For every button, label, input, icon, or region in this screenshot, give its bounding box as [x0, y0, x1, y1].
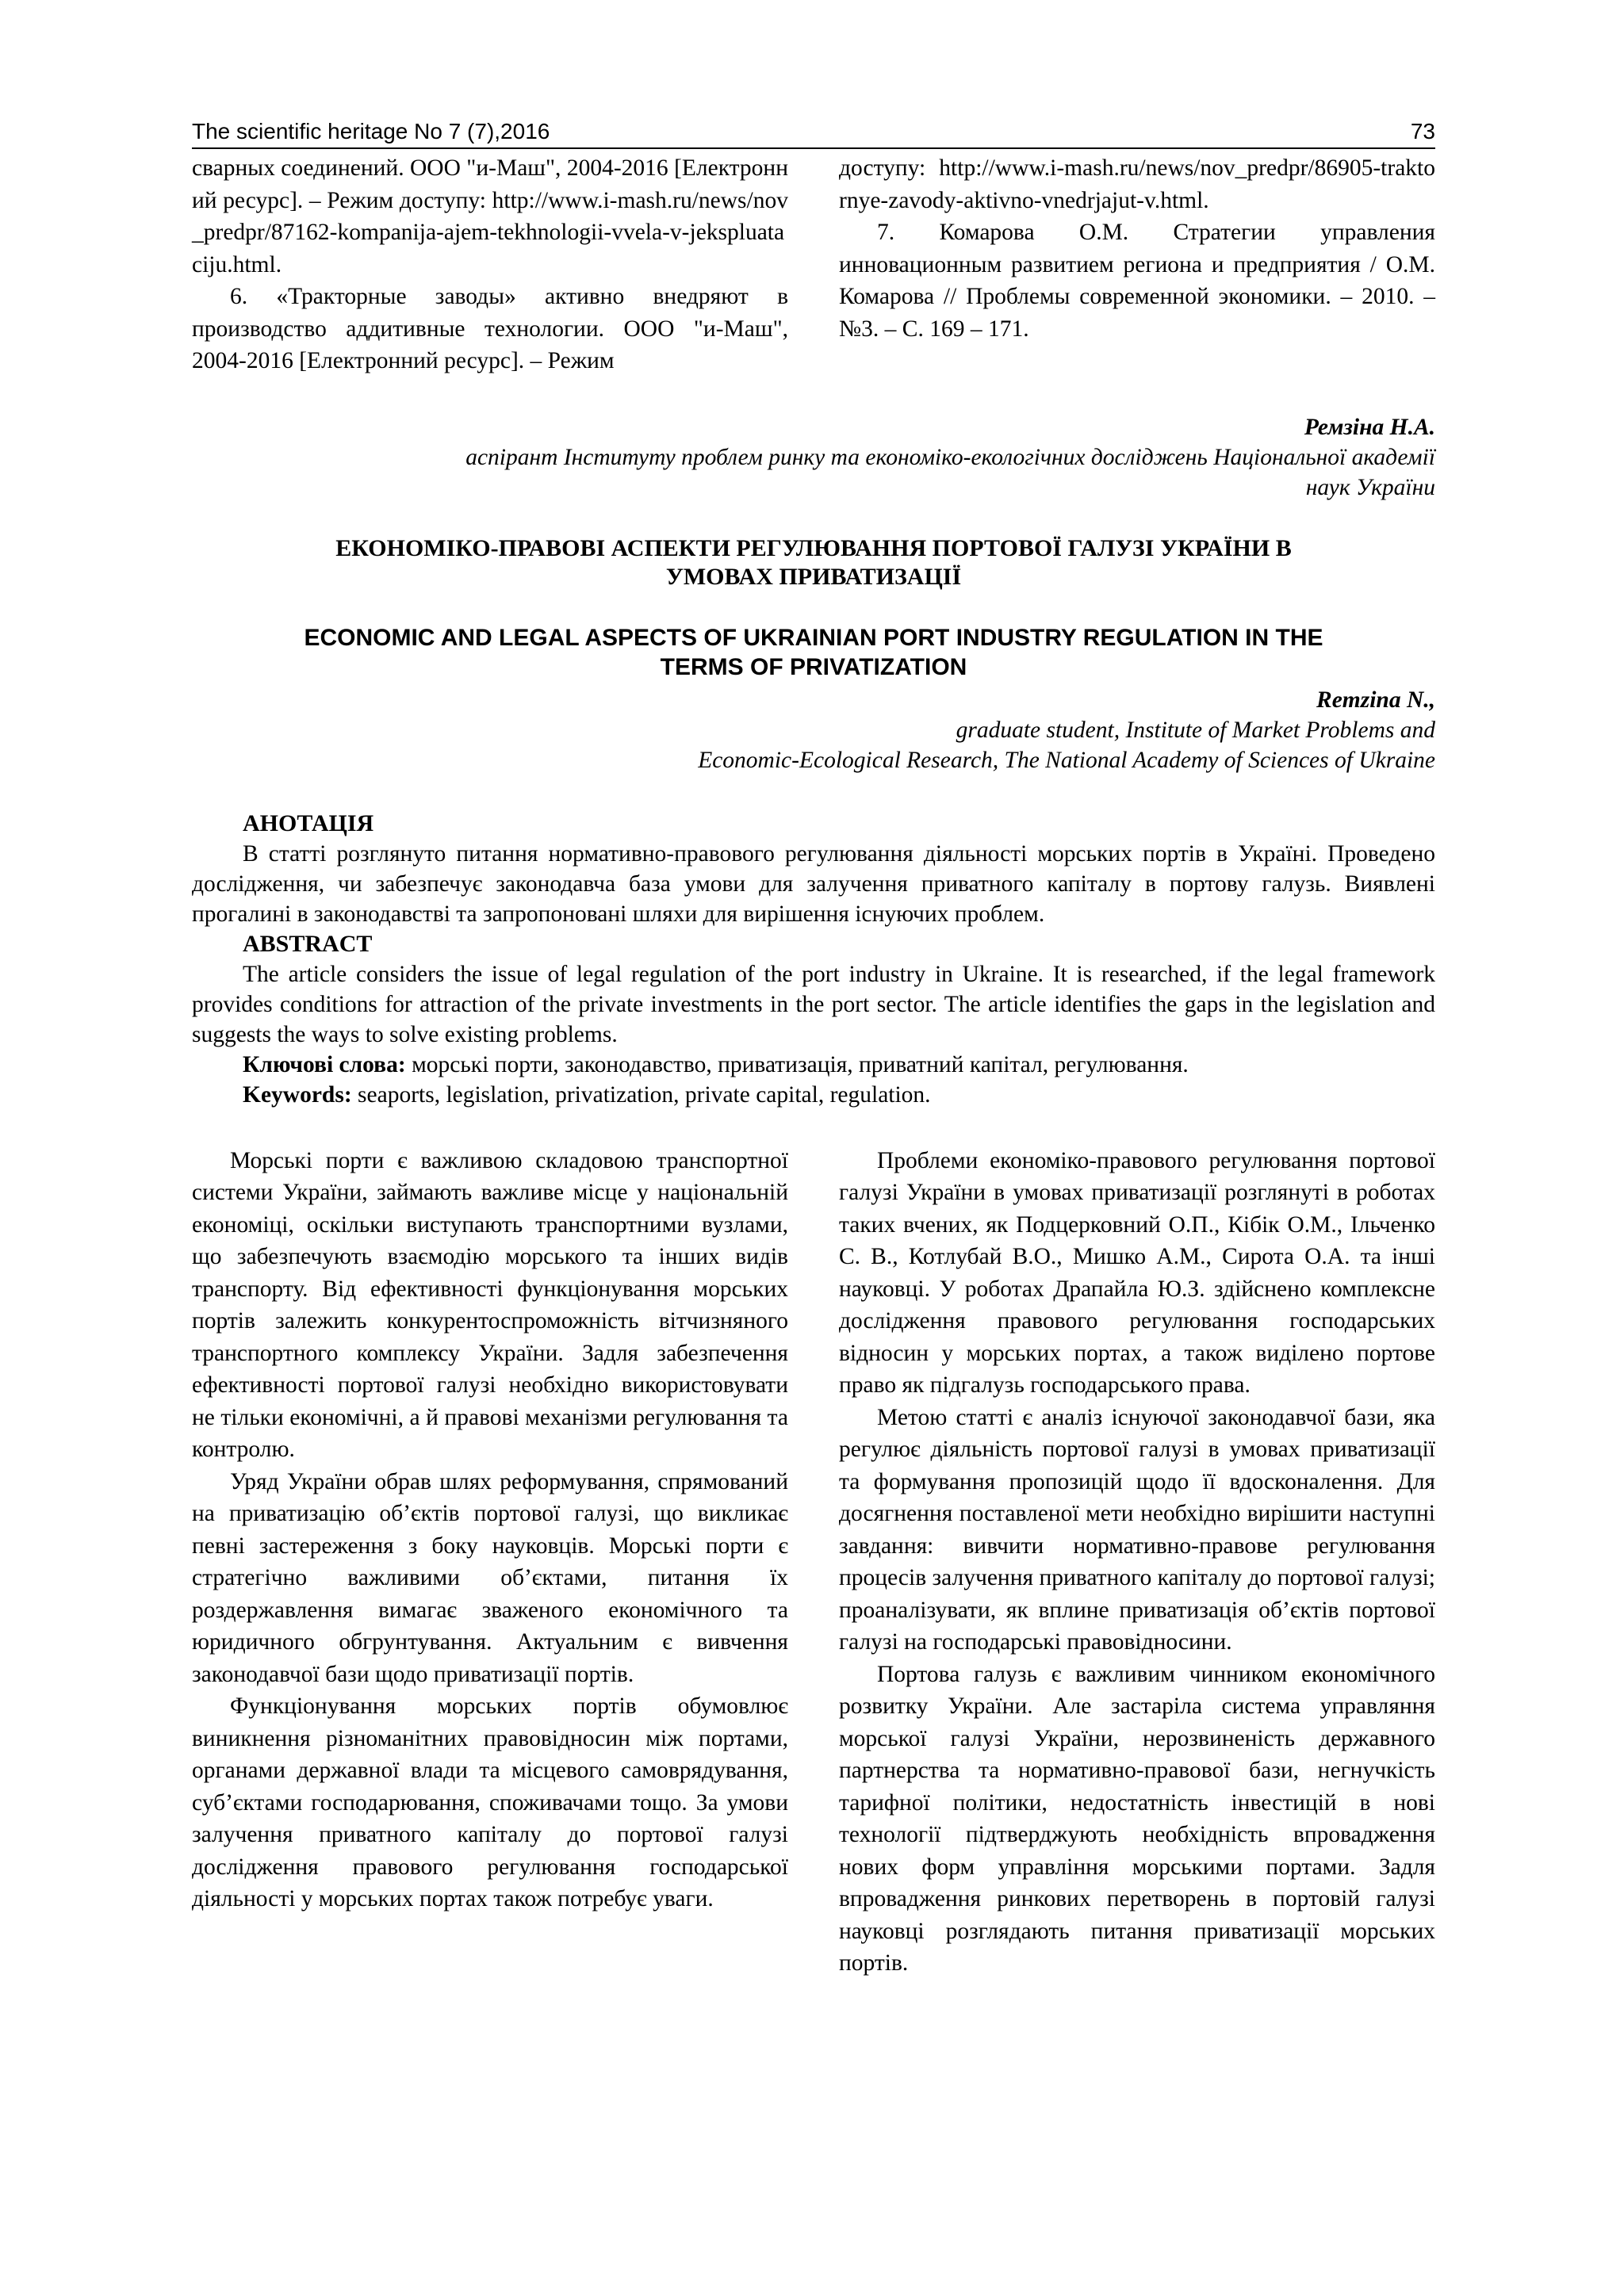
annotation-section [192, 809, 1435, 929]
reference-continued-left: сварных соединений. ООО "и-Маш", 2004-2016 [Електронний ресурс]. – Режим доступу: http://www.i-mash.ru/news/nov_predpr/87162-kompanija-ajem-tekhnologii-vvela-v-jekspluataciju.html. [192, 155, 788, 277]
article-body [192, 1145, 1435, 1980]
page-number: 73 [1410, 119, 1435, 144]
body-paragraph: Морські порти є важливою складовою транспортної системи України, займають важливе місце у національній економіці, оскільки виступають транспортними вузлами, що забезпечують взаємодію морського та інших видів транспорту. Від ефективності функціонування морських портів залежить конкурентоспроможність вітчизняного транспортного комплексу України. Задля забезпечення ефективності портової галузі необхідно використовувати не тільки економічні, а й правові механізми регулювання та контролю. [192, 1147, 788, 1462]
author-name-ua: Ремзіна Н.А. [1304, 414, 1435, 440]
references-left-column [192, 152, 788, 377]
author-affiliation-ua-line1: аспірант Інституту проблем ринку та економіко-екологічних досліджень Національної академії [465, 444, 1435, 470]
body-paragraph: Проблеми економіко-правового регулювання портової галузі України в умовах приватизації розглянуті в роботах таких вчених, як Подцерковний О.П., Кібік О.М., Ільченко С. В., Котлубай В.О., Мишко А.М., Сирота О.А. та інші науковці. У роботах Драпайла Ю.З. здійснено комплексне дослідження правового регулювання господарських відносин у морських портах, а також виділено портове право як підгалузь господарського права. [839, 1147, 1435, 1398]
running-header [192, 117, 1435, 149]
abstract-text: The article considers the issue of legal regulation of the port industry in Ukraine. It is researched, if the legal framework provides conditions for attraction of the private investments in the port sector. The article identifies the gaps in the legislation and suggests the ways to solve existing problems. [192, 961, 1435, 1047]
body-paragraph: Функціонування морських портів обумовлює виникнення різноманітних правовідносин між портами, органами державної влади та місцевого самоврядування, суб’єктами господарювання, споживачами тощо. За умови залучення приватного капіталу до портової галузі дослідження правового регулювання господарської діяльності у морських портах також потребує уваги. [192, 1693, 788, 1911]
abstract-section [192, 929, 1435, 1050]
article-title-ua-line1: ЕКОНОМІКО-ПРАВОВІ АСПЕКТИ РЕГУЛЮВАННЯ ПОРТОВОЇ ГАЛУЗІ УКРАЇНИ В [335, 534, 1292, 561]
annotation-heading: АНОТАЦІЯ [243, 809, 374, 836]
author-affiliation-en-line1: graduate student, Institute of Market Problems and [956, 717, 1435, 743]
annotation-text: В статті розглянуто питання нормативно-правового регулювання діяльності морських портів в Україні. Проведено дослідження, чи забезпечує законодавча база умови для залучення приватного капіталу в портову галузь. Виявлені прогалині в законодавстві та запропоновані шляхи для вирішення існуючих проблем. [192, 840, 1435, 927]
abstract-heading: ABSTRACT [243, 930, 373, 957]
body-paragraph: Портова галузь є важливим чинником економічного розвитку України. Але застаріла система управляння морської галузі України, нерозвиненість державного партнерства та нормативно-правової бази, негнучкість тарифної політики, недостатність інвестицій в нові технології підтверджують необхідність впровадження нових форм управління морськими портами. Задля впровадження ринкових перетворень в портовій галузі науковці розглядають питання приватизації морських портів. [839, 1661, 1435, 1976]
body-paragraph: Уряд України обрав шлях реформування, спрямований на приватизацію об’єктів портової галузі, що викликає певні застереження з боку науковців. Морські порти є стратегічно важливими об’єктами, питання їх роздержавлення вимагає зваженого економічного та юридичного обгрунтування. Актуальним є вивчення законодавчої бази щодо приватизації портів. [192, 1468, 788, 1687]
article-title-en [203, 623, 1424, 682]
author-affiliation-en-line2: Economic-Ecological Research, The National Academy of Sciences of Ukraine [698, 747, 1435, 773]
reference-item-7: 7. Комарова О.М. Стратегии управления инновационным развитием региона и предприятия / О.М. Комарова // Проблемы современной экономики. – 2010. – №3. – С. 169 – 171. [839, 220, 1435, 342]
keywords-en [192, 1080, 1435, 1110]
keywords-en-label: Keywords: [243, 1081, 352, 1108]
keywords-ua-text: морські порти, законодавство, приватизація, приватний капітал, регулювання. [405, 1051, 1189, 1077]
journal-title: The scientific heritage No 7 (7),2016 [192, 119, 550, 144]
keywords-ua-label: Ключові слова: [243, 1051, 406, 1077]
keywords-ua [192, 1050, 1435, 1080]
references-continued [192, 152, 1435, 377]
article-title-en-line2: TERMS OF PRIVATIZATION [660, 653, 967, 680]
references-right-column [839, 152, 1435, 377]
article-title-en-line1: ECONOMIC AND LEGAL ASPECTS OF UKRAINIAN PORT INDUSTRY REGULATION IN THE [304, 624, 1323, 651]
body-left-column [192, 1145, 788, 1980]
article-title-ua [243, 534, 1385, 591]
reference-continued-right: доступу: http://www.i-mash.ru/news/nov_predpr/86905-traktornye-zavody-aktivno-vnedrjajut-v.html. [839, 155, 1435, 213]
author-name-en: Remzina N., [1316, 687, 1435, 713]
reference-item-6: 6. «Тракторные заводы» активно внедряют в производство аддитивные технологии. ООО "и-Маш", 2004-2016 [Електронний ресурс]. – Режим [192, 284, 788, 373]
article-title-ua-line2: УМОВАХ ПРИВАТИЗАЦІЇ [665, 563, 962, 590]
author-ua-block [192, 412, 1435, 503]
author-en-block [192, 685, 1435, 775]
body-right-column [839, 1145, 1435, 1980]
keywords-en-text: seaports, legislation, privatization, private capital, regulation. [351, 1081, 931, 1108]
page [192, 117, 1435, 1980]
body-paragraph: Метою статті є аналіз існуючої законодавчої бази, яка регулює діяльність портової галузі в умовах приватизації та формування пропозицій щодо її вдосконалення. Для досягнення поставленої мети необхідно вирішити наступні завдання: вивчити нормативно-правове регулювання процесів залучення приватного капіталу до портової галузі; проаналізувати, як вплине приватизація об’єктів портової галузі на господарські правовідносини. [839, 1404, 1435, 1655]
author-affiliation-ua-line2: наук України [1305, 474, 1435, 500]
